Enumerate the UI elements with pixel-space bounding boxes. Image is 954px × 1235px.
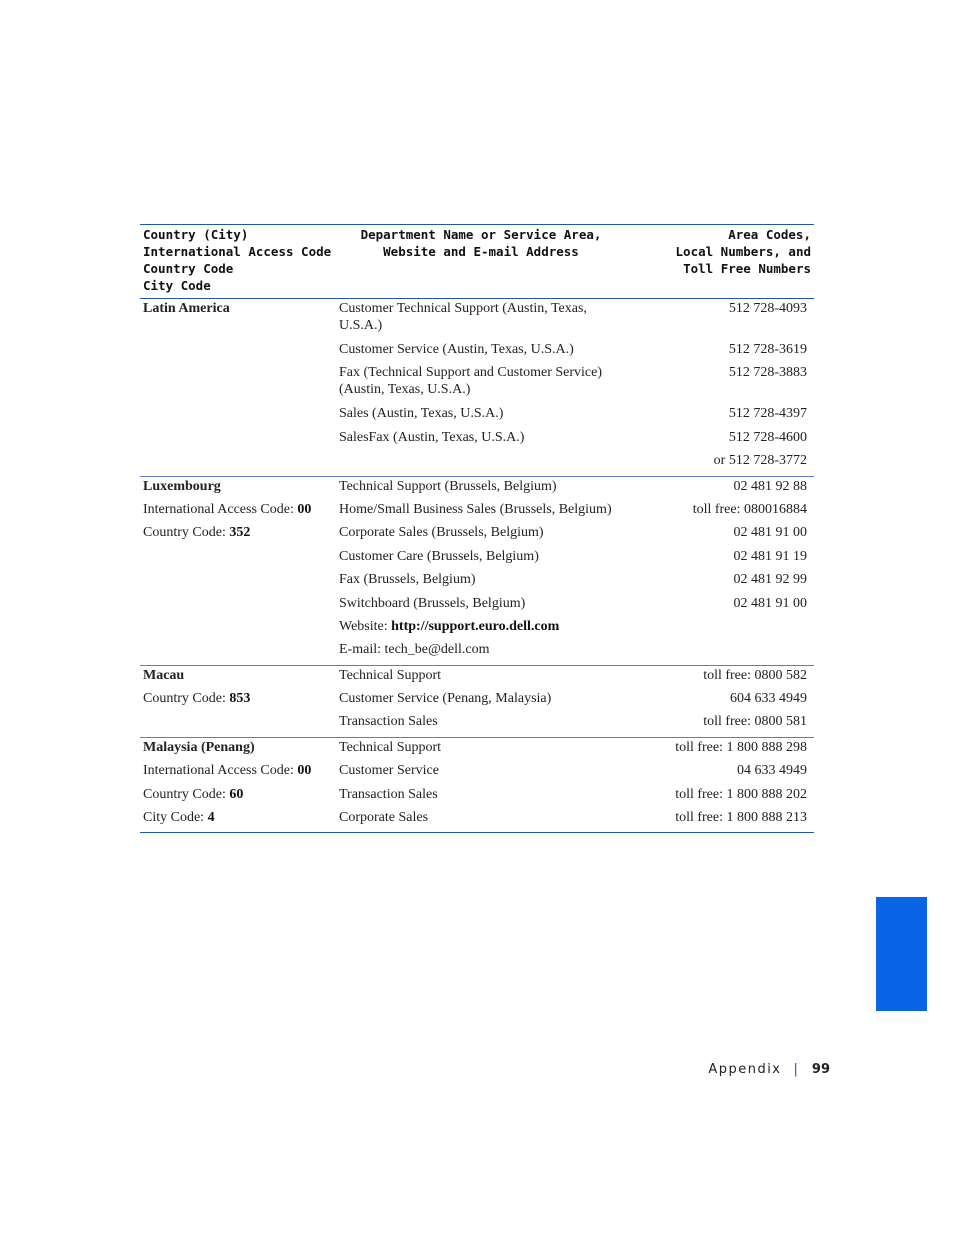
header-line: Area Codes, [728, 227, 811, 242]
code-cell [140, 548, 336, 571]
code-cell [140, 452, 336, 476]
table-row [140, 665, 814, 690]
number-cell [626, 618, 814, 641]
header-line: International Access Code [143, 244, 332, 259]
table-row [140, 641, 814, 665]
number-cell: 02 481 92 99 [733, 572, 807, 588]
header-line: Country Code [143, 261, 234, 276]
header-line: Department Name or Service Area, [360, 227, 602, 242]
table-row [140, 299, 814, 342]
country-name: Latin America [143, 301, 230, 316]
intl-access-label: International Access Code: [143, 763, 298, 779]
service-cell: Technical Support [339, 739, 442, 755]
code-cell [140, 405, 336, 428]
service-cell: Sales (Austin, Texas, U.S.A.) [339, 406, 504, 422]
number-cell: toll free: 1 800 888 202 [675, 786, 807, 802]
number-cell: toll free: 080016884 [692, 501, 807, 517]
table-row [140, 713, 814, 737]
intl-access-code [140, 501, 336, 524]
intl-access-code [140, 762, 336, 785]
table-row [140, 690, 814, 713]
table-row [140, 809, 814, 833]
intl-access-value: 00 [297, 501, 312, 517]
table-row [140, 501, 814, 524]
number-cell: toll free: 0800 581 [703, 714, 807, 730]
service-cell: Customer Care (Brussels, Belgium) [339, 548, 539, 564]
city-code-value: 4 [207, 810, 215, 826]
service-cell: Customer Service (Penang, Malaysia) [339, 691, 552, 707]
service-cell: Corporate Sales (Brussels, Belgium) [339, 525, 544, 541]
table-row [140, 341, 814, 364]
code-cell [140, 429, 336, 452]
intl-access-value: 00 [297, 763, 312, 779]
table-row [140, 476, 814, 501]
number-cell: 02 481 92 88 [733, 478, 807, 494]
table-row [140, 405, 814, 428]
header-line: Country (City) [143, 227, 249, 242]
group-latin-america [140, 299, 814, 477]
header-line: Toll Free Numbers [683, 261, 811, 276]
country-code [140, 786, 336, 809]
code-cell [140, 341, 336, 364]
service-cell: SalesFax (Austin, Texas, U.S.A.) [339, 429, 525, 445]
footer-section-label: Appendix [708, 1062, 782, 1077]
service-cell: Fax (Brussels, Belgium) [339, 572, 476, 588]
service-cell: Customer Service [339, 763, 439, 779]
number-cell: 512 728-3883 [728, 365, 807, 381]
group-malaysia [140, 737, 814, 833]
country-name: Luxembourg [143, 478, 221, 494]
website-link[interactable]: http://support.euro.dell.com [391, 618, 560, 634]
header-country [140, 225, 336, 299]
table-header [140, 225, 814, 299]
table-row [140, 548, 814, 571]
header-department [336, 225, 626, 299]
website-cell [336, 618, 626, 641]
table-row [140, 524, 814, 547]
table-row [140, 762, 814, 785]
code-cell [140, 641, 336, 665]
number-cell: 02 481 91 19 [733, 548, 807, 564]
country-code-value: 60 [229, 786, 244, 802]
table-row [140, 786, 814, 809]
table-row [140, 595, 814, 618]
number-cell [626, 641, 814, 665]
code-cell [140, 713, 336, 737]
service-cell: Customer Technical Support (Austin, Texas, U.S.A.) [339, 301, 587, 333]
contact-table [140, 224, 814, 833]
country-name: Macau [143, 667, 185, 683]
email-cell: E-mail: tech_be@dell.com [339, 642, 490, 658]
number-cell: toll free: 1 800 888 213 [675, 810, 807, 826]
number-cell: toll free: 1 800 888 298 [675, 739, 807, 755]
service-cell [336, 452, 626, 476]
country-code-label: Country Code: [143, 525, 230, 541]
country-code [140, 524, 336, 547]
intl-access-label: International Access Code: [143, 501, 298, 517]
number-cell: or 512 728-3772 [713, 453, 807, 469]
country-code-value: 352 [229, 525, 251, 541]
city-code-label: City Code: [143, 810, 208, 826]
service-cell: Transaction Sales [339, 714, 438, 730]
footer-separator: | [793, 1062, 798, 1077]
service-cell: Home/Small Business Sales (Brussels, Belgium) [339, 501, 612, 517]
group-macau [140, 665, 814, 737]
country-code-label: Country Code: [143, 786, 230, 802]
service-cell: Corporate Sales [339, 810, 429, 826]
service-cell: Technical Support (Brussels, Belgium) [339, 478, 557, 494]
page-footer [708, 1062, 830, 1077]
number-cell: 512 728-4397 [728, 406, 807, 422]
website-label: Website: [339, 618, 392, 634]
number-cell: 512 728-3619 [728, 342, 807, 357]
service-cell: Fax (Technical Support and Customer Service)(Austin, Texas, U.S.A.) [339, 365, 603, 398]
header-numbers [626, 225, 814, 299]
service-cell: Transaction Sales [339, 786, 438, 802]
header-line: Website and E-mail Address [383, 244, 579, 259]
number-cell: toll free: 0800 582 [703, 667, 807, 683]
section-tab [876, 897, 927, 1011]
country-name: Malaysia (Penang) [143, 739, 255, 755]
number-cell: 04 633 4949 [737, 763, 807, 779]
header-line: Local Numbers, and [675, 244, 811, 259]
code-cell [140, 618, 336, 641]
country-code-label: Country Code: [143, 691, 230, 707]
table-row [140, 571, 814, 594]
number-cell: 604 633 4949 [730, 691, 807, 707]
code-cell [140, 571, 336, 594]
service-cell: Switchboard (Brussels, Belgium) [339, 595, 526, 611]
number-cell: 512 728-4600 [728, 429, 807, 445]
table-row [140, 364, 814, 405]
code-cell [140, 595, 336, 618]
header-line: City Code [143, 278, 211, 293]
table-row [140, 737, 814, 762]
table-row [140, 429, 814, 452]
table-row [140, 452, 814, 476]
code-cell [140, 364, 336, 405]
group-luxembourg [140, 476, 814, 665]
city-code [140, 809, 336, 833]
service-cell: Customer Service (Austin, Texas, U.S.A.) [339, 342, 574, 357]
service-cell: Technical Support [339, 667, 442, 683]
number-cell: 512 728-4093 [728, 301, 807, 316]
number-cell: 02 481 91 00 [733, 595, 807, 611]
page-number: 99 [811, 1062, 830, 1077]
country-code [140, 690, 336, 713]
number-cell: 02 481 91 00 [733, 525, 807, 541]
table-row [140, 618, 814, 641]
country-code-value: 853 [229, 691, 251, 707]
